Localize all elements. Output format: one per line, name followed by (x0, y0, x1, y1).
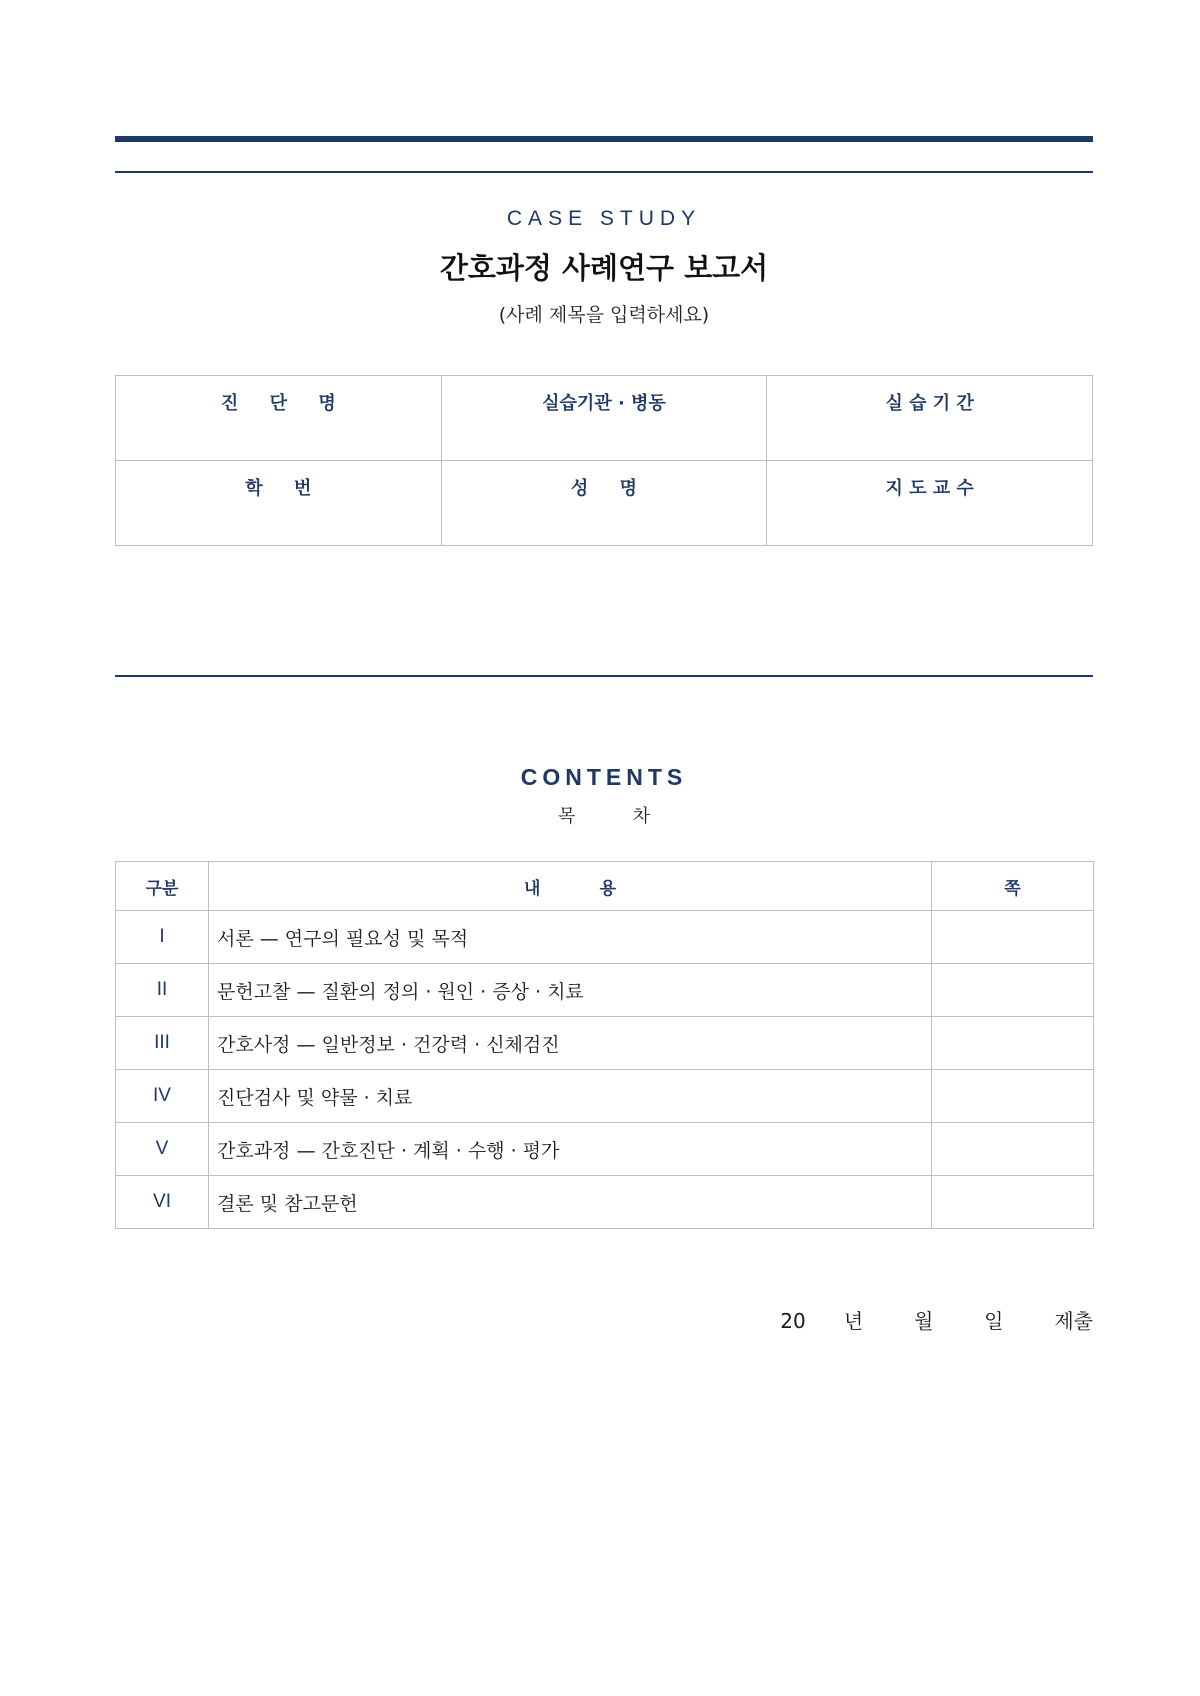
toc-row-text: 서론 — 연구의 필요성 및 목적 (209, 911, 932, 964)
toc-row-text: 간호과정 — 간호진단 · 계획 · 수행 · 평가 (209, 1123, 932, 1176)
name-value[interactable] (442, 500, 767, 530)
toc-header-row (116, 862, 1094, 911)
diagnosis-value[interactable] (116, 415, 441, 445)
institution-label: 실습기관 · 병동 (542, 393, 666, 414)
submission-date-line[interactable]: 20 년 월 일 제출 (780, 1309, 1093, 1333)
period-value[interactable] (767, 415, 1092, 445)
diagnosis-cell[interactable] (116, 376, 442, 461)
toc-row-page[interactable] (932, 1176, 1094, 1229)
toc-row-text: 문헌고찰 — 질환의 정의 · 원인 · 증상 · 치료 (209, 964, 932, 1017)
toc-header-section: 구분 (116, 862, 209, 911)
table-row (116, 1070, 1094, 1123)
toc-row-number: IV (116, 1070, 209, 1123)
toc-row-page[interactable] (932, 964, 1094, 1017)
report-page (115, 0, 1093, 1696)
diagnosis-label: 진 단 명 (220, 393, 336, 414)
student-id-value[interactable] (116, 500, 441, 530)
period-cell[interactable] (767, 376, 1093, 461)
advisor-cell[interactable] (767, 461, 1093, 546)
table-row (116, 1123, 1094, 1176)
toc-row-number: III (116, 1017, 209, 1070)
table-row (116, 1176, 1094, 1229)
institution-value[interactable] (442, 415, 767, 445)
toc-row-number: II (116, 964, 209, 1017)
toc-row-number: I (116, 911, 209, 964)
top-thin-rule (115, 171, 1093, 173)
toc-row-number: V (116, 1123, 209, 1176)
toc-header-page: 쪽 (932, 862, 1094, 911)
toc-row-text: 진단검사 및 약물 · 치료 (209, 1070, 932, 1123)
student-id-label: 학 번 (245, 478, 312, 499)
contents-korean-heading: 목 차 (558, 806, 650, 827)
toc-header-content: 내 용 (209, 862, 932, 911)
institution-cell[interactable] (441, 376, 767, 461)
toc-row-number: VI (116, 1176, 209, 1229)
info-grid (115, 375, 1093, 546)
case-title-placeholder[interactable]: (사례 제목을 입력하세요) (498, 304, 710, 326)
table-row (116, 964, 1094, 1017)
toc-row-text: 간호사정 — 일반정보 · 건강력 · 신체검진 (209, 1017, 932, 1070)
name-label: 성 명 (570, 478, 638, 499)
table-row (116, 1017, 1094, 1070)
case-study-eyebrow: CASE STUDY (506, 207, 702, 230)
table-row (116, 911, 1094, 964)
section-divider-rule (115, 675, 1093, 677)
advisor-value[interactable] (767, 500, 1092, 530)
top-thick-rule (115, 136, 1093, 142)
toc-row-page[interactable] (932, 1123, 1094, 1176)
period-label: 실 습 기 간 (885, 393, 974, 414)
advisor-label: 지 도 교 수 (885, 478, 974, 499)
toc-row-text: 결론 및 참고문헌 (209, 1176, 932, 1229)
toc-row-page[interactable] (932, 1070, 1094, 1123)
toc-row-page[interactable] (932, 1017, 1094, 1070)
table-of-contents (115, 861, 1094, 1229)
student-id-cell[interactable] (116, 461, 442, 546)
report-title: 간호과정 사례연구 보고서 (439, 251, 769, 285)
contents-heading: CONTENTS (520, 764, 688, 790)
toc-row-page[interactable] (932, 911, 1094, 964)
name-cell[interactable] (441, 461, 767, 546)
